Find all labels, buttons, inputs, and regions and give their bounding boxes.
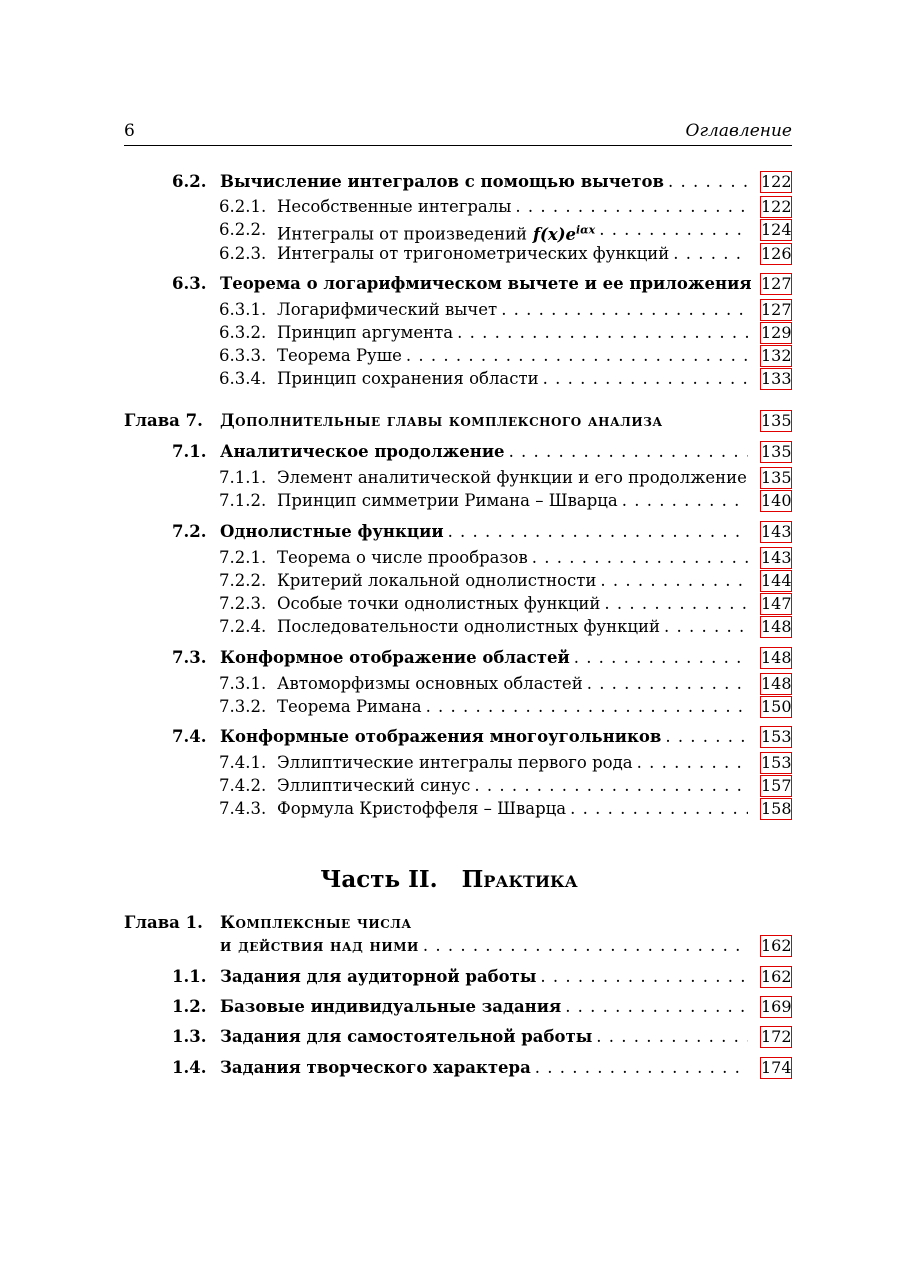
page-link[interactable]: 135	[761, 411, 792, 430]
page-link[interactable]: 122	[761, 197, 792, 216]
toc-entry-6-2-3[interactable]	[219, 243, 792, 265]
header-rule	[124, 145, 792, 146]
entry-title	[277, 570, 596, 592]
entry-number: 7.1.1.	[219, 468, 267, 487]
toc-entry-7-2-1[interactable]	[219, 547, 792, 569]
entry-number: 7.2.3.	[219, 594, 267, 613]
entry-title	[277, 547, 528, 569]
leader-dots	[453, 322, 748, 344]
page-link[interactable]: 157	[761, 776, 792, 795]
entry-title-text: Теорема о логарифмическом вычете и ее приложения	[220, 274, 752, 293]
page-link[interactable]: 148	[761, 674, 792, 693]
entry-number: 1.1.	[172, 967, 207, 986]
entry-title-text: Эллиптический синус	[277, 776, 471, 795]
entry-number: 7.4.3.	[219, 799, 267, 818]
math-exponent: iαx	[576, 223, 596, 236]
entry-title-text: Формула Кристоффеля – Шварца	[277, 799, 567, 818]
entry-title-text: Принцип симметрии Римана – Шварца	[277, 491, 618, 510]
chapter-number: Глава 1.	[124, 913, 203, 932]
entry-title	[277, 752, 633, 774]
toc-chapter-1-line1	[124, 912, 792, 934]
leader-dots	[752, 273, 756, 295]
page-link[interactable]: 144	[761, 571, 792, 590]
toc-entry-7-4[interactable]	[172, 726, 792, 748]
page-link[interactable]: 135	[761, 442, 792, 461]
entry-title: Задания для аудиторной работы	[220, 967, 537, 986]
entry-title	[277, 775, 470, 797]
toc-entry-7-4-1[interactable]	[219, 752, 792, 774]
entry-title-text: Интегралы от произведений	[277, 224, 527, 244]
leader-dots	[422, 696, 748, 718]
entry-number: 6.3.1.	[219, 300, 267, 319]
entry-number: 7.1.	[172, 442, 207, 461]
entry-title-text: Вычисление интегралов с помощью вычетов	[220, 172, 664, 191]
entry-number: 7.3.2.	[219, 697, 267, 716]
page-link[interactable]: 122	[761, 172, 792, 191]
entry-title	[277, 798, 566, 820]
math-formula	[533, 225, 595, 244]
entry-title-text: Автоморфизмы основных областей	[277, 674, 583, 693]
entry-title-text: Несобственные интегралы	[277, 197, 512, 216]
page-link[interactable]: 148	[761, 648, 792, 667]
page-link[interactable]: 153	[761, 753, 792, 772]
entry-title-text: Логарифмический вычет	[277, 300, 498, 319]
entry-title-text: Теорема о числе прообразов	[277, 548, 528, 567]
page-link[interactable]: 140	[761, 491, 792, 510]
entry-number: 6.2.3.	[219, 244, 267, 263]
entry-title-text: Интегралы от тригонометрических функций	[277, 244, 670, 263]
part-label: Часть II.	[320, 866, 438, 893]
toc-entry-1-2[interactable]	[172, 996, 792, 1018]
page-link[interactable]: 133	[761, 369, 792, 388]
entry-title	[277, 196, 511, 218]
leader-dots	[566, 798, 748, 820]
entry-number: 7.1.2.	[219, 491, 267, 510]
entry-title-text: Теорема Руше	[277, 346, 402, 365]
leader-dots	[661, 726, 748, 748]
entry-number: 1.4.	[172, 1058, 207, 1077]
toc-entry-6-3-4[interactable]	[219, 368, 792, 390]
page-header	[124, 121, 792, 143]
entry-title-text: Особые точки однолистных функций	[277, 594, 601, 613]
leader-dots	[561, 996, 748, 1018]
entry-number: 6.2.	[172, 172, 207, 191]
leader-dots	[539, 368, 748, 390]
entry-number: 7.3.1.	[219, 674, 267, 693]
leader-dots	[505, 441, 748, 463]
page-link[interactable]: 169	[761, 997, 792, 1016]
leader-dots	[747, 467, 751, 489]
toc-entry-6-2-1[interactable]	[219, 196, 792, 218]
entry-title	[220, 171, 664, 193]
entry-title-text: Конформные отображения многоугольников	[220, 727, 662, 746]
part-title: Практика	[461, 866, 578, 893]
entry-number: 6.3.4.	[219, 369, 267, 388]
entry-title	[277, 219, 595, 246]
toc-entry-7-4-3[interactable]	[219, 798, 792, 820]
toc-entry-6-3-3[interactable]	[219, 345, 792, 367]
page-link[interactable]: 174	[761, 1058, 792, 1077]
leader-dots	[536, 966, 748, 988]
page-link[interactable]: 132	[761, 346, 792, 365]
toc-chapter-1-line2[interactable]	[124, 935, 792, 957]
toc-entry-6-3[interactable]	[172, 273, 792, 295]
toc-entry-1-1[interactable]	[172, 966, 792, 988]
entry-title	[220, 726, 661, 748]
entry-title	[277, 673, 583, 695]
leader-dots	[596, 570, 748, 592]
toc-entry-6-2[interactable]	[172, 171, 792, 193]
entry-number: 7.4.2.	[219, 776, 267, 795]
entry-title	[277, 490, 618, 512]
entry-title-text: Конформное отображение областей	[220, 648, 570, 667]
entry-title	[277, 593, 600, 615]
page-link[interactable]: 153	[761, 727, 792, 746]
entry-number: 7.2.1.	[219, 548, 267, 567]
toc-entry-7-1-1[interactable]	[219, 467, 792, 489]
entry-number: 6.2.2.	[219, 220, 267, 239]
toc-entry-7-2[interactable]	[172, 521, 792, 543]
toc-entry-7-3-1[interactable]	[219, 673, 792, 695]
entry-title	[277, 467, 747, 489]
entry-number: 7.2.2.	[219, 571, 267, 590]
entry-title: Задания творческого характера	[220, 1058, 531, 1077]
entry-title	[277, 322, 453, 344]
entry-title-text: Принцип аргумента	[277, 323, 454, 342]
leader-dots	[600, 593, 748, 615]
entry-number: 6.2.1.	[219, 197, 267, 216]
page-link[interactable]: 129	[761, 323, 792, 342]
entry-number: 7.3.	[172, 648, 207, 667]
entry-title	[277, 243, 669, 265]
entry-number: 7.2.4.	[219, 617, 267, 636]
entry-title	[277, 345, 402, 367]
entry-number: Глава 7.	[124, 411, 203, 430]
leader-dots	[531, 1057, 748, 1079]
page-link[interactable]: 143	[761, 548, 792, 567]
entry-title	[277, 696, 422, 718]
leader-dots	[497, 299, 748, 321]
entry-number: 7.4.	[172, 727, 207, 746]
page-number: 6	[124, 121, 135, 141]
entry-title-text: Последовательности однолистных функций	[277, 617, 661, 636]
entry-title: Базовые индивидуальные задания	[220, 997, 562, 1016]
leader-dots	[402, 345, 748, 367]
page-link[interactable]: 124	[761, 220, 792, 239]
page-link[interactable]: 158	[761, 799, 792, 818]
entry-title-text: Эллиптические интегралы первого рода	[277, 753, 633, 772]
page-link[interactable]: 172	[761, 1027, 792, 1046]
toc-entry-6-3-2[interactable]	[219, 322, 792, 344]
leader-dots	[660, 616, 748, 638]
page-link[interactable]: 127	[761, 274, 792, 293]
toc-entry-6-2-2[interactable]	[219, 219, 792, 244]
page-link[interactable]: 135	[761, 468, 792, 487]
chapter-title-line1: Комплексные числа	[220, 913, 412, 932]
entry-number: 1.3.	[172, 1027, 207, 1046]
leader-dots	[633, 752, 748, 774]
toc-entry-7-2-2[interactable]	[219, 570, 792, 592]
toc-entry-1-4[interactable]	[172, 1057, 792, 1079]
toc-entry-7-1-2[interactable]	[219, 490, 792, 512]
page-link[interactable]: 162	[761, 967, 792, 986]
toc-entry-1-3[interactable]	[172, 1026, 792, 1048]
leader-dots	[592, 1026, 748, 1048]
running-title: Оглавление	[685, 121, 792, 141]
leader-dots	[444, 521, 748, 543]
leader-dots	[664, 171, 748, 193]
page-link[interactable]: 148	[761, 617, 792, 636]
toc-entry-7-4-2[interactable]	[219, 775, 792, 797]
entry-title-text: Элемент аналитической функции и его продолжение	[277, 468, 747, 487]
leader-dots	[618, 490, 748, 512]
entry-title	[220, 441, 505, 463]
leader-dots	[470, 775, 748, 797]
page-link[interactable]: 162	[761, 936, 792, 955]
toc-entry-7-3[interactable]	[172, 647, 792, 669]
page-link[interactable]: 150	[761, 697, 792, 716]
leader-dots	[669, 243, 748, 265]
entry-title	[220, 273, 752, 295]
toc-entry-7-2-4[interactable]	[219, 616, 792, 638]
toc-entry-6-3-1[interactable]	[219, 299, 792, 321]
math-base: f(x)e	[532, 224, 576, 244]
entry-title-text: Дополнительные главы комплексного анализа	[220, 411, 663, 430]
toc-entry-7[interactable]	[124, 410, 792, 432]
entry-number: 1.2.	[172, 997, 207, 1016]
leader-dots	[419, 935, 748, 957]
entry-title	[277, 299, 497, 321]
page-link[interactable]: 143	[761, 522, 792, 541]
chapter-title-line2: и действия над ними	[220, 936, 419, 955]
leader-dots	[528, 547, 748, 569]
entry-title	[277, 616, 660, 638]
entry-title-text: Принцип сохранения области	[277, 369, 539, 388]
part-heading	[0, 866, 898, 893]
entry-title	[220, 647, 570, 669]
toc-entry-7-1[interactable]	[172, 441, 792, 463]
entry-title	[220, 410, 663, 432]
entry-title-text: Теорема Римана	[277, 697, 422, 716]
entry-title: Задания для самостоятельной работы	[220, 1027, 593, 1046]
entry-number: 6.3.	[172, 274, 207, 293]
entry-title-text: Однолистные функции	[220, 522, 444, 541]
entry-number: 6.3.2.	[219, 323, 267, 342]
entry-number: 7.4.1.	[219, 753, 267, 772]
leader-dots	[595, 219, 748, 246]
page-link[interactable]: 126	[761, 244, 792, 263]
leader-dots	[511, 196, 748, 218]
toc-entry-7-2-3[interactable]	[219, 593, 792, 615]
entry-title	[277, 368, 539, 390]
page-link[interactable]: 147	[761, 594, 792, 613]
toc-entry-7-3-2[interactable]	[219, 696, 792, 718]
entry-title-text: Аналитическое продолжение	[220, 442, 505, 461]
page-link[interactable]: 127	[761, 300, 792, 319]
entry-number: 7.2.	[172, 522, 207, 541]
leader-dots	[583, 673, 748, 695]
entry-number: 6.3.3.	[219, 346, 267, 365]
leader-dots	[570, 647, 748, 669]
entry-title	[220, 521, 444, 543]
entry-title-text: Критерий локальной однолистности	[277, 571, 597, 590]
